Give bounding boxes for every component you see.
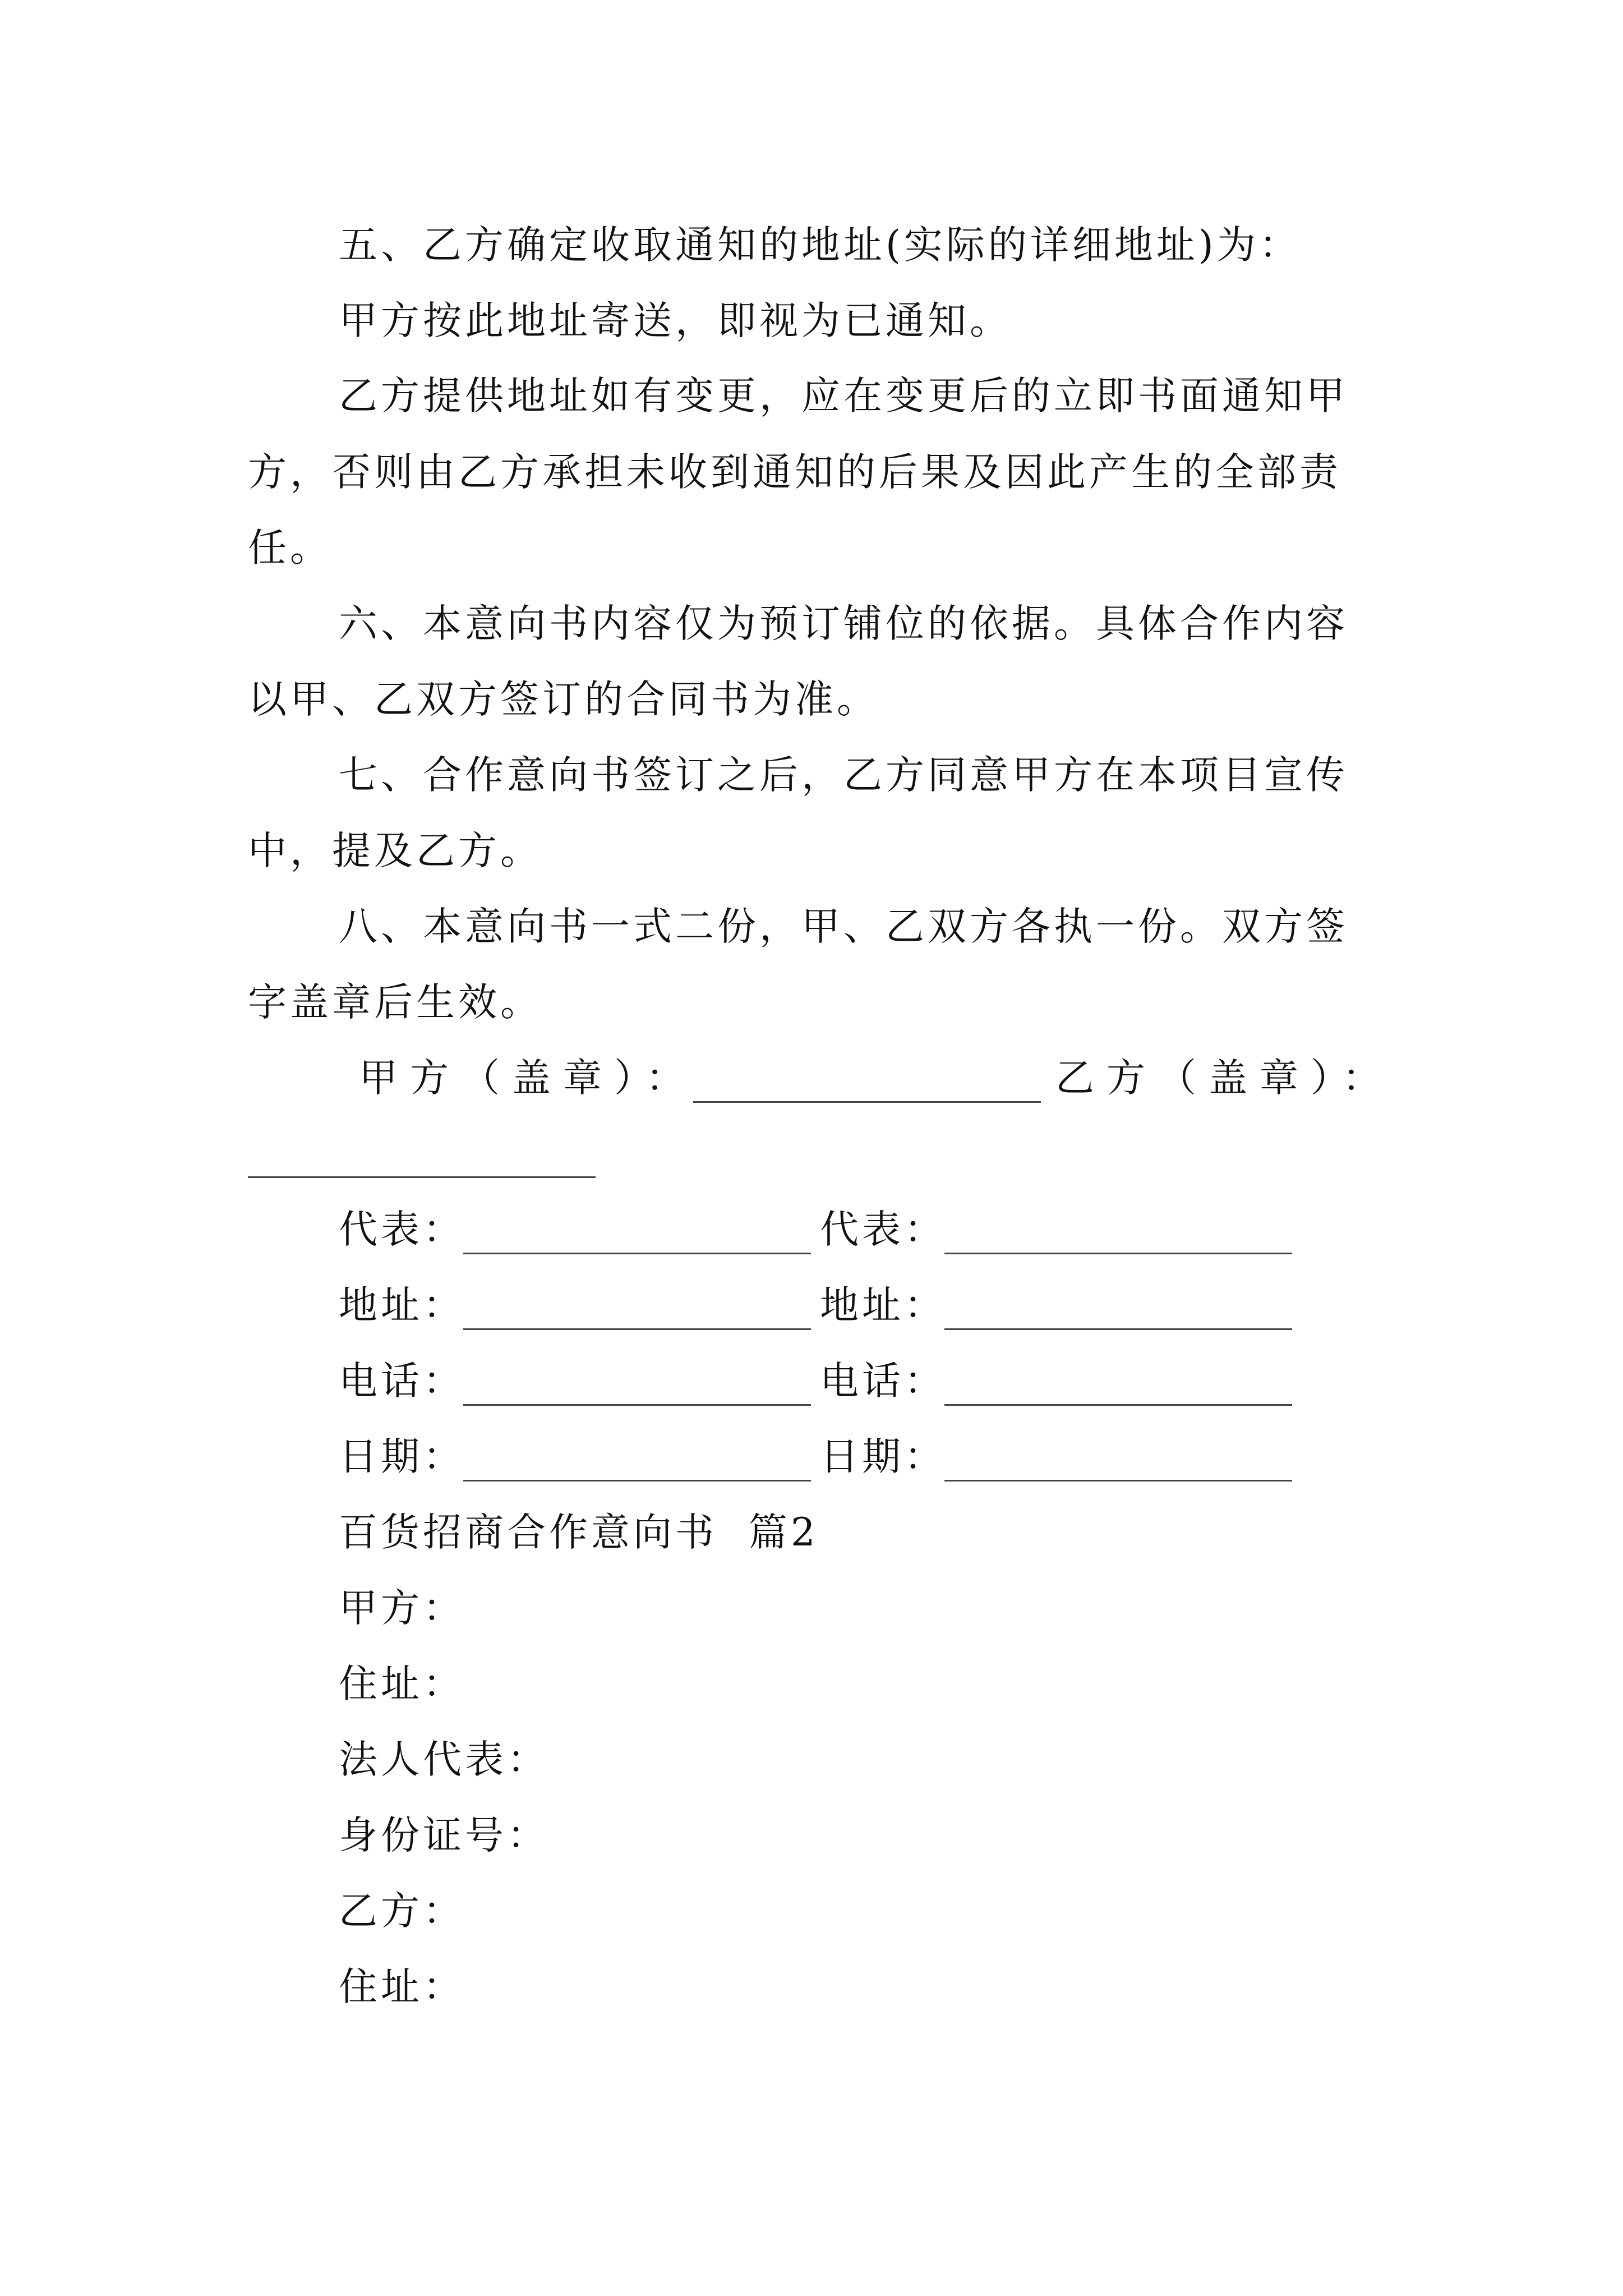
date-a-blank[interactable] — [463, 1480, 811, 1481]
address-b-blank[interactable] — [944, 1328, 1292, 1330]
phone-b-blank[interactable] — [944, 1404, 1292, 1406]
clause5-line5: 任。 — [248, 526, 332, 570]
clause6-line2: 以甲、乙双方签订的合同书为准。 — [248, 677, 879, 722]
section2-title: 百货招商合作意向书 篇2 — [339, 1510, 819, 1555]
party-b-seal-blank[interactable] — [248, 1176, 596, 1178]
clause8-line1: 八、本意向书一式二份，甲、乙双方各执一份。双方签 — [339, 904, 1348, 949]
date-a-label: 日期： — [339, 1434, 465, 1479]
clause7-line2: 中，提及乙方。 — [248, 829, 542, 873]
party-b-seal-label: 乙方（盖章）： — [1055, 1056, 1394, 1101]
address-a-label: 地址： — [339, 1283, 465, 1328]
clause5-line2: 甲方按此地址寄送，即视为已通知。 — [339, 298, 1012, 343]
rep-a-label: 代表： — [339, 1207, 465, 1252]
clause5-line1: 五、乙方确定收取通知的地址(实际的详细地址)为： — [339, 223, 1301, 268]
clause6-line1: 六、本意向书内容仅为预订铺位的依据。具体合作内容 — [339, 601, 1348, 646]
id-number-field: 身份证号： — [339, 1813, 549, 1858]
phone-a-label: 电话： — [339, 1359, 465, 1404]
clause5-line4: 方，否则由乙方承担未收到通知的后果及因此产生的全部责 — [248, 450, 1341, 495]
party-b-field: 乙方： — [339, 1889, 465, 1934]
party-a-seal-blank[interactable] — [693, 1101, 1041, 1103]
address-field-b: 住址： — [339, 1964, 465, 2009]
legal-rep-field: 法人代表： — [339, 1737, 549, 1782]
clause7-line1: 七、合作意向书签订之后，乙方同意甲方在本项目宣传 — [339, 753, 1348, 798]
party-a-seal-label: 甲方（盖章）： — [359, 1056, 697, 1101]
address-field-a: 住址： — [339, 1662, 465, 1706]
party-a-field: 甲方： — [339, 1586, 465, 1631]
address-a-blank[interactable] — [463, 1328, 811, 1330]
phone-a-blank[interactable] — [463, 1404, 811, 1406]
clause5-line3: 乙方提供地址如有变更，应在变更后的立即书面通知甲 — [339, 374, 1348, 418]
date-b-label: 日期： — [820, 1434, 946, 1479]
date-b-blank[interactable] — [944, 1480, 1292, 1481]
rep-a-blank[interactable] — [463, 1253, 811, 1254]
address-b-label: 地址： — [820, 1283, 946, 1328]
clause8-line2: 字盖章后生效。 — [248, 980, 542, 1025]
phone-b-label: 电话： — [820, 1359, 946, 1404]
rep-b-blank[interactable] — [944, 1253, 1292, 1254]
rep-b-label: 代表： — [820, 1207, 946, 1252]
